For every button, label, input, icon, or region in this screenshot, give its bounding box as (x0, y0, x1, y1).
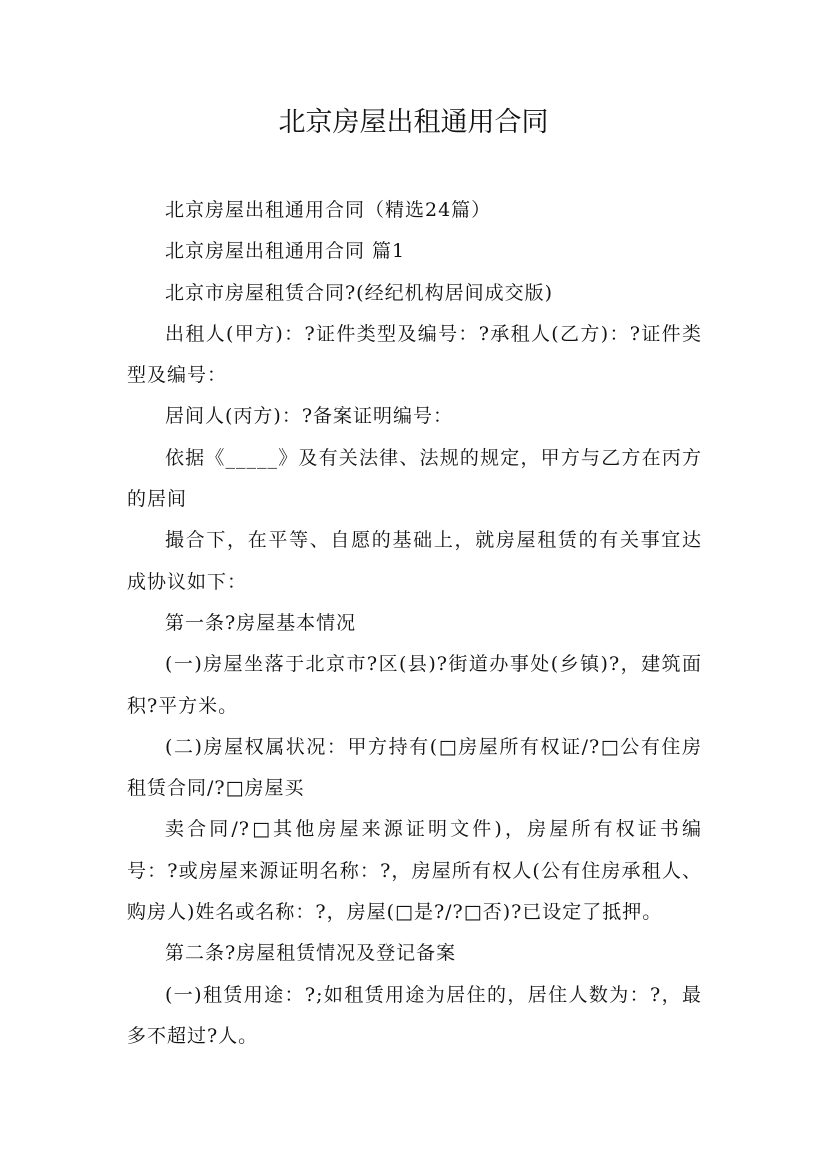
paragraph: 第二条?房屋租赁情况及登记备案 (165, 942, 457, 965)
document-body (127, 190, 702, 1057)
paragraph: 北京房屋出租通用合同（精选24篇） (165, 199, 492, 221)
paragraph: 撮合下，在平等、自愿的基础上，就房屋租赁的有关事宜达成协议如下： (127, 529, 702, 593)
paragraph: 北京房屋出租通用合同 篇1 (165, 240, 406, 263)
paragraph: 卖合同/?□其他房屋来源证明文件)，房屋所有权证书编号：?或房屋来源证明名称：?，房屋所有权人(公有住房承租人、购房人)姓名或名称：?，房屋(□是?/?□否)?已设定了抵押。 (127, 818, 702, 924)
paragraph: 出租人(甲方)：?证件类型及编号：?承租人(乙方)：?证件类型及编号： (127, 322, 702, 387)
paragraph: (一)房屋坐落于北京市?区(县)?街道办事处(乡镇)?，建筑面积?平方米。 (127, 653, 702, 717)
paragraph: 第一条?房屋基本情况 (165, 611, 357, 634)
paragraph: 北京市房屋租赁合同?(经纪机构居间成交版) (165, 281, 554, 304)
paragraph: (一)租赁用途：?;如租赁用途为居住的，居住人数为：?，最多不超过?人。 (127, 983, 702, 1047)
document-title: 北京房屋出租通用合同 (278, 107, 549, 138)
paragraph: 依据《_____》及有关法律、法规的规定，甲方与乙方在丙方的居间 (127, 446, 702, 511)
paragraph: 居间人(丙方)：?备案证明编号： (165, 405, 454, 428)
paragraph: (二)房屋权属状况：甲方持有(□房屋所有权证/?□公有住房租赁合同/?□房屋买 (127, 735, 702, 800)
